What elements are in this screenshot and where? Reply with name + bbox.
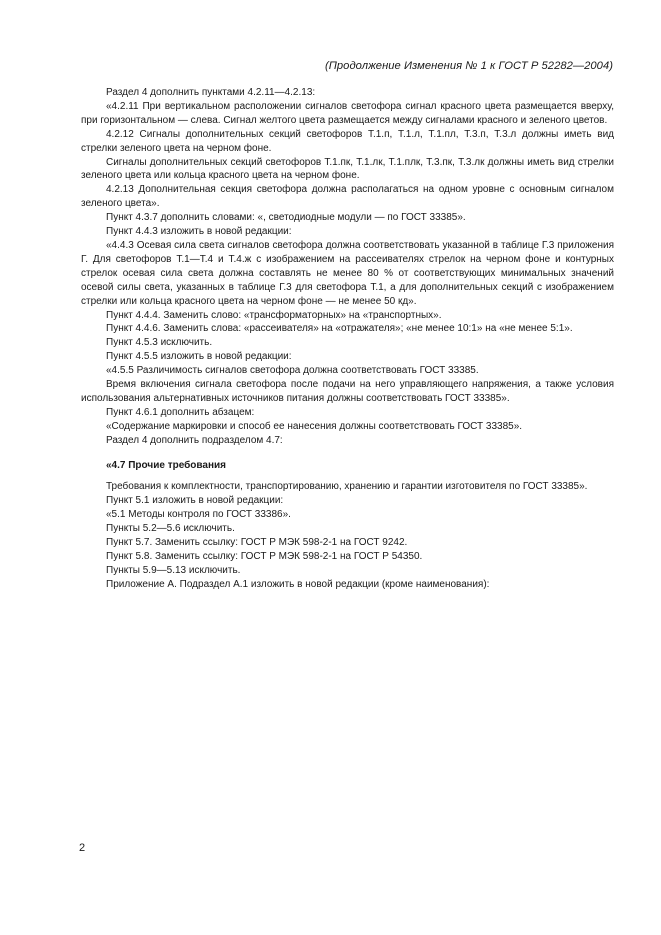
paragraph: Раздел 4 дополнить пунктами 4.2.11—4.2.13:	[106, 87, 316, 98]
paragraph: Пункт 4.3.7 дополнить словами: «, светодиодные модули — по ГОСТ 33385».	[106, 212, 466, 224]
paragraph: Приложение А. Подраздел А.1 изложить в новой редакции (кроме наименования):	[106, 578, 490, 590]
paragraph: Требования к комплектности, транспортированию, хранению и гарантии изготовителя по ГОСТ 33385».	[106, 481, 588, 493]
paragraph: Пункты 5.9—5.13 исключить.	[106, 564, 241, 576]
paragraph: Пункт 5.7. Заменить ссылку: ГОСТ Р МЭК 598-2-1 на ГОСТ 9242.	[106, 537, 408, 549]
paragraph: 4.2.12 Сигналы дополнительных секций светофоров Т.1.п, Т.1.л, Т.1.пл, Т.3.п, Т.3.л должны иметь вид стрелки зеленого цвета на черном фоне.	[81, 128, 614, 154]
paragraph: «4.2.11 При вертикальном расположении сигналов светофора сигнал красного цвета размещается вверху, при горизонтальном — слева. Сигнал желтого цвета размещается между сигналами красного и зеленого цветов.	[81, 100, 614, 126]
paragraph: Сигналы дополнительных секций светофоров Т.1.пк, Т.1.лк, Т.1.плк, Т.3.пк, Т.3.лк должны иметь вид стрелки зеленого цвета или кольца красного цвета на черном фоне.	[81, 156, 614, 182]
section-title: «4.7 Прочие требования	[106, 459, 227, 471]
paragraph: «4.5.5 Различимость сигналов светофора должна соответствовать ГОСТ 33385.	[106, 365, 479, 377]
paragraph: Пункт 4.5.3 исключить.	[106, 337, 213, 349]
paragraph: «Содержание маркировки и способ ее нанесения должны соответствовать ГОСТ 33385».	[106, 420, 523, 432]
paragraph: Раздел 4 дополнить подразделом 4.7:	[106, 434, 283, 446]
paragraph: Пункт 4.4.4. Заменить слово: «трансформаторных» на «транспортных».	[106, 309, 442, 321]
paragraph: Пункт 5.1 изложить в новой редакции:	[106, 495, 284, 507]
paragraph: Пункт 4.5.5 изложить в новой редакции:	[106, 351, 292, 363]
paragraph: Пункт 4.4.3 изложить в новой редакции:	[106, 226, 292, 238]
paragraph: «5.1 Методы контроля по ГОСТ 33386».	[106, 509, 291, 521]
paragraph: Пункт 5.8. Заменить ссылку: ГОСТ Р МЭК 598-2-1 на ГОСТ Р 54350.	[106, 551, 423, 562]
paragraph: Пункт 4.4.6. Заменить слова: «рассеивателя» на «отражателя»; «не менее 10:1» на «не менее 5:1».	[106, 323, 573, 335]
page-header: (Продолжение Изменения № 1 к ГОСТ Р 52282—2004)	[324, 60, 613, 72]
paragraph: 4.2.13 Дополнительная секция светофора должна располагаться на одном уровне с основным сигналом зеленого цвета».	[81, 184, 614, 210]
document-body	[81, 86, 614, 592]
paragraph: Пункт 4.6.1 дополнить абзацем:	[106, 406, 255, 418]
paragraph: «4.4.3 Осевая сила света сигналов светофора должна соответствовать указанной в таблице Г.3 приложения Г. Для светофоров Т.1—Т.4 и Т.4.ж с изображением на рассеивателях стрелок на черном фоне и контурных стрелок осевая сила света должна составлять не менее 80 % от соответствующих минимальных значений осевой силы света, указанных в таблице Г.3 для светофора Т.1, а для дополнительных секций с изображением стрелки или кольца красного цвета на черном фоне — не менее 50 кд».	[81, 239, 614, 307]
paragraph: Время включения сигнала светофора после подачи на него управляющего напряжения, а также условия использования альтернативных источников питания должны соответствовать ГОСТ 33385».	[81, 379, 614, 404]
paragraph: Пункты 5.2—5.6 исключить.	[106, 523, 235, 535]
page-number: 2	[79, 842, 86, 854]
